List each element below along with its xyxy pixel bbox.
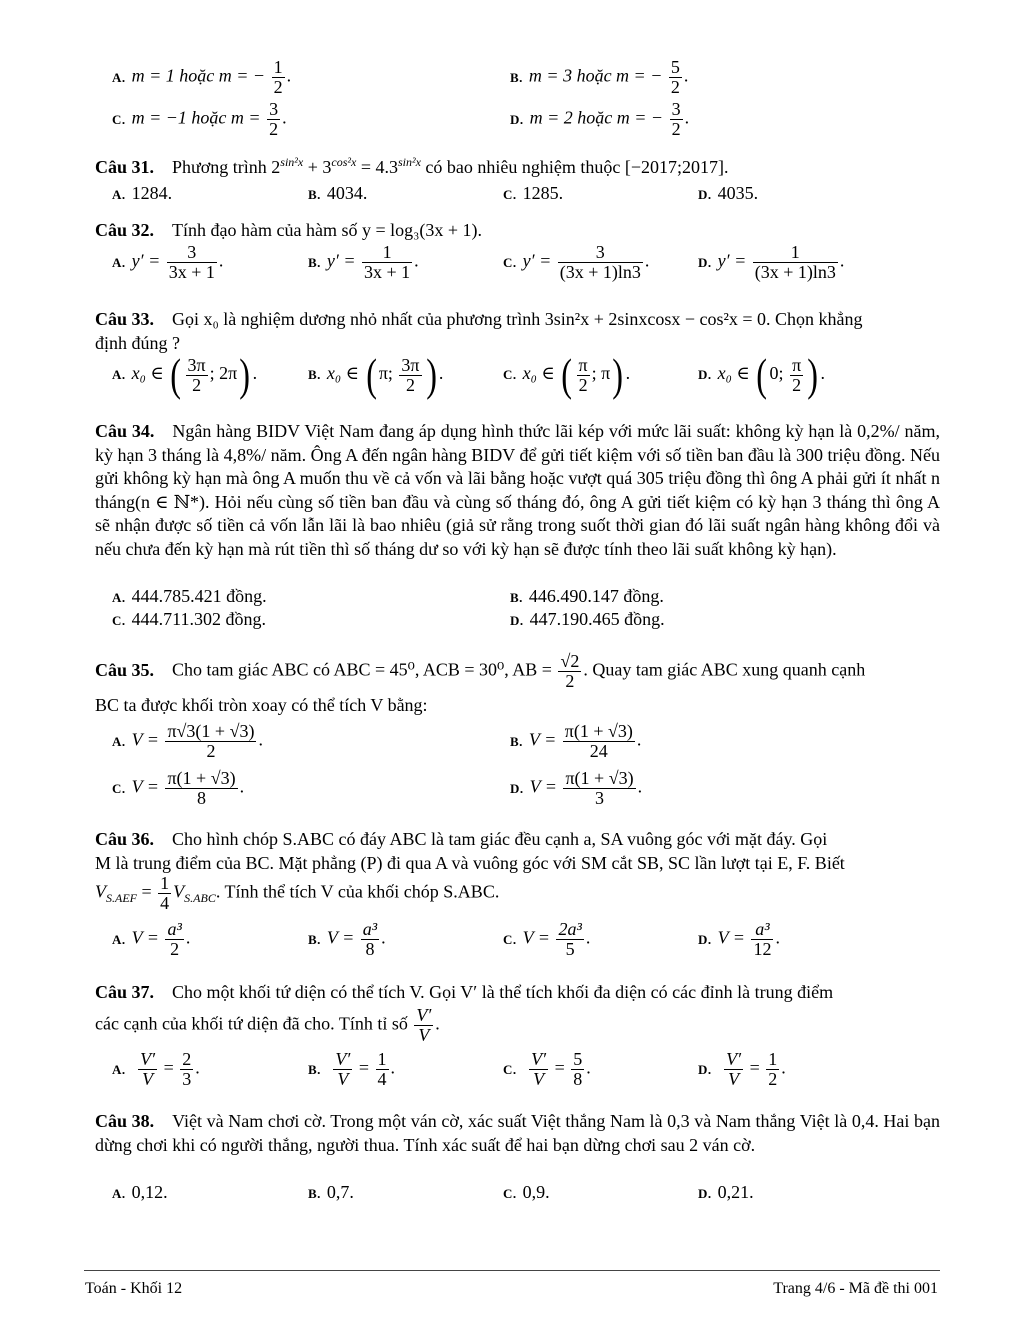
q30-option-d: D. m = 2 hoặc m = − $\frac{3}{2}$ .	[510, 99, 690, 139]
fraction: $\frac{3\pi}{2}$	[401, 354, 420, 395]
fraction: $\frac{2}{3}$	[182, 1049, 192, 1089]
fraction: $\frac{V'}{V}$	[531, 1049, 547, 1089]
q31-option-b: B. 4034.	[308, 183, 368, 203]
q38-option-a: A. 0,12.	[112, 1182, 168, 1202]
fraction: $\frac{\pi(1 + √3)}{3}$	[565, 768, 634, 808]
question-35-line2: BC ta được khối tròn xoay có thể tích V bằng:	[95, 695, 428, 715]
q31-option-a: A. 1284.	[112, 183, 173, 203]
q34-option-b: B. 446.490.147 đồng.	[510, 586, 664, 606]
fraction: $\frac{1}{2}$	[273, 57, 283, 97]
q30-option-c: C. m = −1 hoặc m = $\frac{3}{2}$ .	[112, 99, 287, 139]
fraction: $\frac{1}{4}$	[160, 873, 170, 913]
q31-option-c: C. 1285.	[503, 183, 564, 203]
q34-option-d: D. 447.190.465 đồng.	[510, 609, 665, 629]
question-32: Câu 32. Tính đạo hàm của hàm số y = log₃(3x + 1).	[95, 220, 483, 240]
q36-option-b: B. V = $\frac{\text{a³}}{8}$ .	[308, 919, 386, 959]
q33-option-b: B. x₀ ∈ ( π; $\frac{3\pi}{2}$ ) .	[308, 349, 444, 400]
fraction: $\frac{V'}{V}$	[726, 1049, 742, 1089]
fraction: $\frac{\pi}{2}$	[578, 354, 588, 395]
q32-option-d: D. y′ = $\frac{1}{(3x + 1)\ln 3}$ .	[698, 242, 845, 282]
question-38: Câu 38. Việt và Nam chơi cờ. Trong một ván cờ, xác suất Việt thắng Nam là 0,3 và Nam thắng Việt là 0,4. Hai bạn dừng chơi khi có người thắng, người thua. Tính xác suất để hai bạn dừng chơi sau 2 ván cờ.	[95, 1111, 941, 1155]
question-36-line3: $V_{S.AEF}$ = $\frac{1}{4}$ $V_{S.ABC}$. Tính thể tích V của khối chóp S.ABC.	[95, 873, 500, 913]
fraction: $\frac{3\pi}{2}$	[187, 354, 206, 395]
footer-page-info: Trang 4/6 - Mã đề thi 001	[773, 1280, 938, 1297]
q30-option-b: B. m = 3 hoặc m = − $\frac{5}{2}$ .	[510, 57, 689, 97]
q37-option-d: D. $\frac{V'}{V}$ = $\frac{1}{2}$ .	[698, 1049, 786, 1089]
question-37-line2: các cạnh của khối tứ diện đã cho. Tính tỉ số $\frac{V'}{V}$ .	[95, 1005, 440, 1045]
q36-option-d: D. V = $\frac{\text{a³}}{12}$ .	[698, 919, 780, 959]
q30-option-a: A. m = 1 hoặc m = − $\frac{1}{2}$ .	[112, 57, 292, 97]
q34-option-c: C. 444.711.302 đồng.	[112, 609, 266, 629]
q37-option-b: B. $\frac{V'}{V}$ = $\frac{1}{4}$ .	[308, 1049, 396, 1089]
fraction: $\frac{\pi(1 + √3)}{24}$	[564, 721, 633, 761]
fraction: $\frac{V'}{V}$	[140, 1049, 156, 1089]
footer-subject: Toán - Khối 12	[85, 1280, 183, 1297]
fraction: $\frac{\pi√3(1 + √3)}{2}$	[167, 721, 255, 761]
q37-option-a: A. $\frac{V'}{V}$ = $\frac{2}{3}$ .	[112, 1049, 200, 1089]
fraction: $\frac{\pi(1 + √3)}{8}$	[167, 768, 236, 808]
question-33: Câu 33. Gọi x₀ là nghiệm dương nhỏ nhất của phương trình 3sin²x + 2sinxcosx − cos²x = 0. Chọn khẳng định đúng ?	[95, 309, 863, 353]
fraction: $\frac{3}{(3x + 1)\ln 3}$	[559, 242, 641, 282]
fraction: $\frac{3}{3x + 1}$	[168, 242, 215, 282]
question-36: Câu 36. Cho hình chóp S.ABC có đáy ABC là tam giác đều cạnh a, SA vuông góc với mặt đáy. Gọi M là trung điểm của BC. Mặt phẳng (P) đi qua A và vuông góc với SM cắt SB, SC lần lượt tại E, F. Biết	[95, 829, 845, 873]
fraction: $\frac{√2}{2}$	[560, 651, 580, 691]
q36-option-c: C. V = $\frac{\text{2a³}}{5}$ .	[503, 919, 591, 959]
fraction: $\frac{1}{2}$	[768, 1049, 778, 1089]
q34-option-a: A. 444.785.421 đồng.	[112, 586, 267, 606]
fraction: $\frac{1}{4}$	[377, 1049, 387, 1089]
footer-divider	[84, 1270, 940, 1271]
q31-option-d: D. 4035.	[698, 183, 759, 203]
q37-option-c: C. $\frac{V'}{V}$ = $\frac{5}{8}$ .	[503, 1049, 591, 1089]
fraction: $\frac{5}{2}$	[670, 57, 680, 97]
fraction: $\frac{V'}{V}$	[335, 1049, 351, 1089]
q36-option-a: A. V = $\frac{\text{a³}}{2}$ .	[112, 919, 191, 959]
q35-option-a: A. V = $\frac{\pi√3(1 + √3)}{2}$ .	[112, 721, 263, 761]
fraction: $\frac{5}{8}$	[573, 1049, 583, 1089]
q32-option-b: B. y′ = $\frac{1}{3x + 1}$ .	[308, 242, 419, 282]
fraction: $\frac{1}{(3x + 1)\ln 3}$	[754, 242, 836, 282]
q33-option-c: C. x₀ ∈ ( $\frac{\pi}{2}$ ; π) .	[503, 349, 631, 400]
fraction: $\frac{1}{3x + 1}$	[364, 242, 411, 282]
q38-option-b: B. 0,7.	[308, 1182, 354, 1202]
question-37: Câu 37. Cho một khối tứ diện có thể tích V. Gọi V′ là thể tích khối đa diện có các đỉnh là trung điểm	[95, 982, 834, 1002]
q32-option-a: A. y′ = $\frac{3}{3x + 1}$ .	[112, 242, 224, 282]
fraction: $\frac{\text{a³}}{12}$	[753, 919, 772, 959]
q32-option-c: C. y′ = $\frac{3}{(3x + 1)\ln 3}$ .	[503, 242, 650, 282]
fraction: $\frac{\text{2a³}}{5}$	[558, 919, 582, 959]
fraction: $\frac{\pi}{2}$	[792, 354, 802, 395]
q35-option-d: D. V = $\frac{\pi(1 + √3)}{3}$ .	[510, 768, 643, 808]
question-35: Câu 35. Cho tam giác ABC có ABC = 45⁰, ACB = 30⁰, AB = $\frac{√2}{2}$ . Quay tam giác ABC xung quanh cạnh	[95, 651, 866, 691]
fraction: $\frac{\text{a³}}{2}$	[167, 919, 182, 959]
fraction: $\frac{\text{a³}}{8}$	[362, 919, 378, 959]
fraction: $\frac{3}{2}$	[269, 99, 279, 139]
q33-option-d: D. x₀ ∈ ( 0; $\frac{\pi}{2}$ ) .	[698, 349, 825, 400]
question-31: Câu 31. Phương trình $2^{sin^2x} + 3^{cos^2x} = 4.3^{sin^2x}$ có bao nhiêu nghiệm thuộc [−2017;2017].	[95, 155, 729, 177]
q35-option-c: C. V = $\frac{\pi(1 + √3)}{8}$ .	[112, 768, 245, 808]
fraction: $\frac{3}{2}$	[671, 99, 681, 139]
q33-option-a: A. x₀ ∈ ( $\frac{3\pi}{2}$ ; 2π) .	[112, 349, 258, 400]
q35-option-b: B. V = $\frac{\pi(1 + √3)}{24}$ .	[510, 721, 642, 761]
fraction: $\frac{V'}{V}$	[416, 1005, 432, 1045]
q38-option-c: C. 0,9.	[503, 1182, 550, 1202]
question-34: Câu 34. Ngân hàng BIDV Việt Nam đang áp dụng hình thức lãi kép với mức lãi suất: không kỳ hạn là 0,2%/ năm, kỳ hạn 3 tháng là 4,8%/ năm. Ông A đến ngân hàng BIDV để gửi tiết kiệm với số tiền ban đầu là 300 triệu đồng. Nếu gửi không kỳ hạn mà ông A muốn thu về cả vốn và lãi bằng hoặc vượt quá 305 triệu đồng thì ông A phải gửi ít nhất n tháng(n ∈ ℕ*). Hỏi nếu cùng số tiền ban đầu và cùng số tháng đó, ông A gửi tiết kiệm có kỳ hạn 3 tháng thì ông A sẽ nhận được số tiền cả vốn lẫn lãi là bao nhiêu (giả sử rằng trong suốt thời gian đó lãi suất ngân hàng không đổi và nếu chưa đến kỳ hạn mà rút tiền thì số tháng dư so với kỳ hạn sẽ được tính theo lãi suất không kỳ hạn).	[95, 421, 940, 559]
q38-option-d: D. 0,21.	[698, 1182, 754, 1202]
